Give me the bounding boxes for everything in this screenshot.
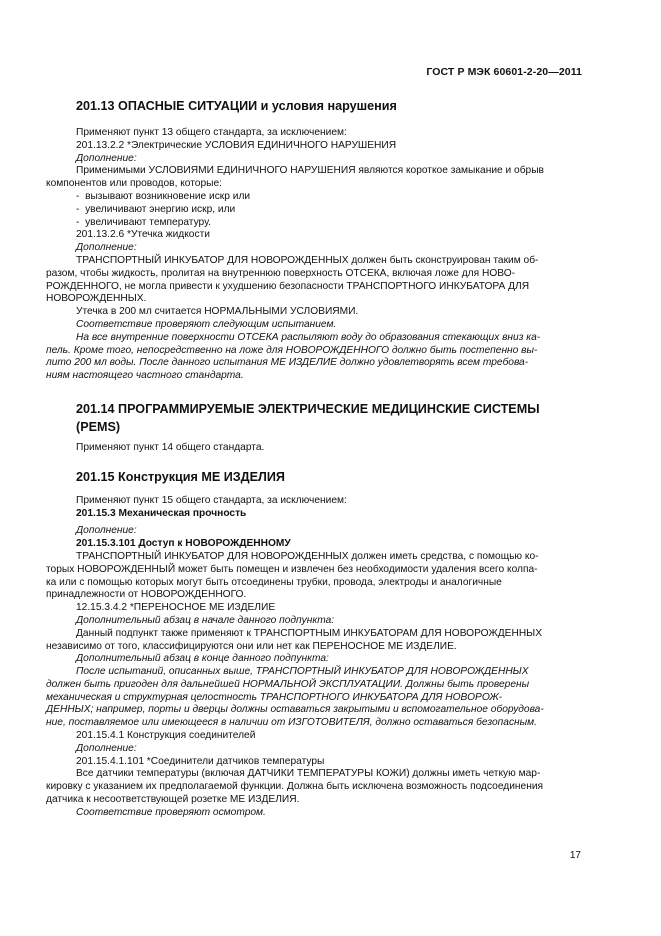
s13-p4a: Применимыми УСЛОВИЯМИ ЕДИНИЧНОГО НАРУШЕНИЯ являются короткое замыкание и обрыв [76, 165, 544, 177]
s13-p4b: компонентов или проводов, которые: [46, 178, 222, 190]
s13-p7a: ТРАНСПОРТНЫЙ ИНКУБАТОР ДЛЯ НОВОРОЖДЕННЫХ должен быть сконструирован таким об- [76, 254, 539, 266]
s13-p1: Применяют пункт 13 общего стандарта, за исключением: [76, 127, 347, 138]
s15-p14c: датчика к несоответствующей розетке МЕ ИЗДЕЛИЯ. [46, 794, 300, 806]
section-14-title-line2: (PEMS) [76, 419, 121, 434]
section-13-title: 201.13 ОПАСНЫЕ СИТУАЦИИ и условия нарушения [76, 99, 397, 113]
s15-p9: Дополнительный абзац в конце данного подпункта: [76, 653, 329, 665]
s14-p1: Применяют пункт 14 общего стандарта. [76, 441, 265, 453]
s15-p5a: ТРАНСПОРТНЫЙ ИНКУБАТОР ДЛЯ НОВОРОЖДЕННЫХ должен иметь средства, с помощью ко- [76, 550, 539, 562]
s15-p2: 201.15.3 Механическая прочность [76, 507, 247, 519]
s15-p8b: независимо от того, классифицируются они или нет как ПЕРЕНОСНОЕ МЕ ИЗДЕЛИЕ. [46, 640, 457, 652]
s15-p3: Дополнение: [76, 525, 137, 537]
s15-p11: 201.15.4.1 Конструкция соединителей [76, 730, 256, 742]
s13-p6: Дополнение: [76, 242, 137, 254]
s15-p8a: Данный подпункт также применяют к ТРАНСПОРТНЫМ ИНКУБАТОРАМ ДЛЯ НОВОРОЖДЕННЫХ [76, 627, 542, 639]
s15-p6: 12.15.3.4.2 *ПЕРЕНОСНОЕ МЕ ИЗДЕЛИЕ [76, 602, 276, 614]
page-number: 17 [569, 850, 581, 861]
s13-p3: Дополнение: [76, 152, 137, 164]
s15-p10b: должен быть пригоден для дальнейшей НОРМАЛЬНОЙ ЭКСПЛУАТАЦИИ. Должны быть проверены [46, 678, 530, 690]
s13-p7d: НОВОРОЖДЕННЫХ. [46, 293, 147, 305]
s13-p2: 201.13.2.2 *Электрические УСЛОВИЯ ЕДИНИЧНОГО НАРУШЕНИЯ [76, 139, 397, 151]
s15-p10d: ДЕННЫХ; например, порты и дверцы должны оставаться закрытыми и вспомогательное оборудова- [46, 704, 544, 716]
s15-p13: 201.15.4.1.101 *Соединители датчиков температуры [76, 755, 325, 767]
s15-p15: Соответствие проверяют осмотром. [76, 806, 266, 818]
s13-p7b: разом, чтобы жидкость, пролитая на внутреннюю поверхность ОТСЕКА, включая ложе для НОВО- [46, 267, 516, 279]
s13-p7c: РОЖДЕННОГО, не могла привести к ухудшению безопасности ТРАНСПОРТНОГО ИНКУБАТОРА ДЛЯ [46, 280, 530, 292]
s13-p9: Соответствие проверяют следующим испытанием. [76, 318, 337, 330]
page-content [46, 92, 582, 820]
s15-p14a: Все датчики температуры (включая ДАТЧИКИ ТЕМПЕРАТУРЫ КОЖИ) должны иметь четкую мар- [76, 768, 541, 780]
s15-p10c: механическая и структурная целостность ТРАНСПОРТНОГО ИНКУБАТОРА ДЛЯ НОВОРОЖ- [46, 691, 503, 703]
s15-p12: Дополнение: [76, 742, 137, 754]
s13-p10c: лито 200 мл воды. После данного испытания МЕ ИЗДЕЛИЕ должно удовлетворять всем требова- [46, 357, 529, 369]
s15-p10e: ние, поставляемое или имеющееся в наличии от ИЗГОТОВИТЕЛЯ, должно оставаться безопасным. [46, 717, 537, 729]
s15-p5b: торых НОВОРОЖДЕННЫЙ может быть помещен и извлечен без необходимости удаления всего колпа- [46, 563, 538, 575]
s13-p10a: На все внутренние поверхности ОТСЕКА распыляют воду до образования стекающих вниз ка- [76, 331, 541, 343]
s15-p7: Дополнительный абзац в начале данного подпункта: [76, 614, 335, 626]
s13-li2: - увеличивают энергию искр, или [76, 203, 236, 215]
s15-p5d: принадлежности от НОВОРОЖДЕННОГО. [46, 589, 247, 601]
s15-p10a: После испытаний, описанных выше, ТРАНСПОРТНЫЙ ИНКУБАТОР ДЛЯ НОВОРОЖДЕННЫХ [76, 666, 529, 678]
s13-li1: - вызывают возникновение искр или [76, 190, 251, 202]
s13-li3: - увеличивают температуру. [76, 216, 212, 228]
s15-p4: 201.15.3.101 Доступ к НОВОРОЖДЕННОМУ [76, 538, 291, 550]
s15-p1: Применяют пункт 15 общего стандарта, за исключением: [76, 494, 347, 506]
s13-p10d: ниям настоящего частного стандарта. [46, 370, 244, 382]
s15-p14b: кировку с указанием их предполагаемой функции. Должна быть исключена возможность подсоединения [46, 781, 544, 793]
s15-p5c: ка или с помощью которых могут быть отсоединены трубки, провода, электроды и аналогичные [46, 576, 502, 588]
section-15-title: 201.15 Конструкция МЕ ИЗДЕЛИЯ [76, 469, 285, 484]
s13-p10b: пель. Кроме того, непосредственно на ложе для НОВОРОЖДЕННОГО должно быть постепенно вы- [46, 344, 538, 356]
s13-p8: Утечка в 200 мл считается НОРМАЛЬНЫМИ УСЛОВИЯМИ. [76, 306, 359, 318]
section-14-title-line1: 201.14 ПРОГРАММИРУЕМЫЕ ЭЛЕКТРИЧЕСКИЕ МЕДИЦИНСКИЕ СИСТЕМЫ [76, 401, 540, 416]
s13-p5: 201.13.2.6 *Утечка жидкости [76, 229, 210, 241]
document-header: ГОСТ Р МЭК 60601-2-20—2011 [426, 66, 582, 78]
